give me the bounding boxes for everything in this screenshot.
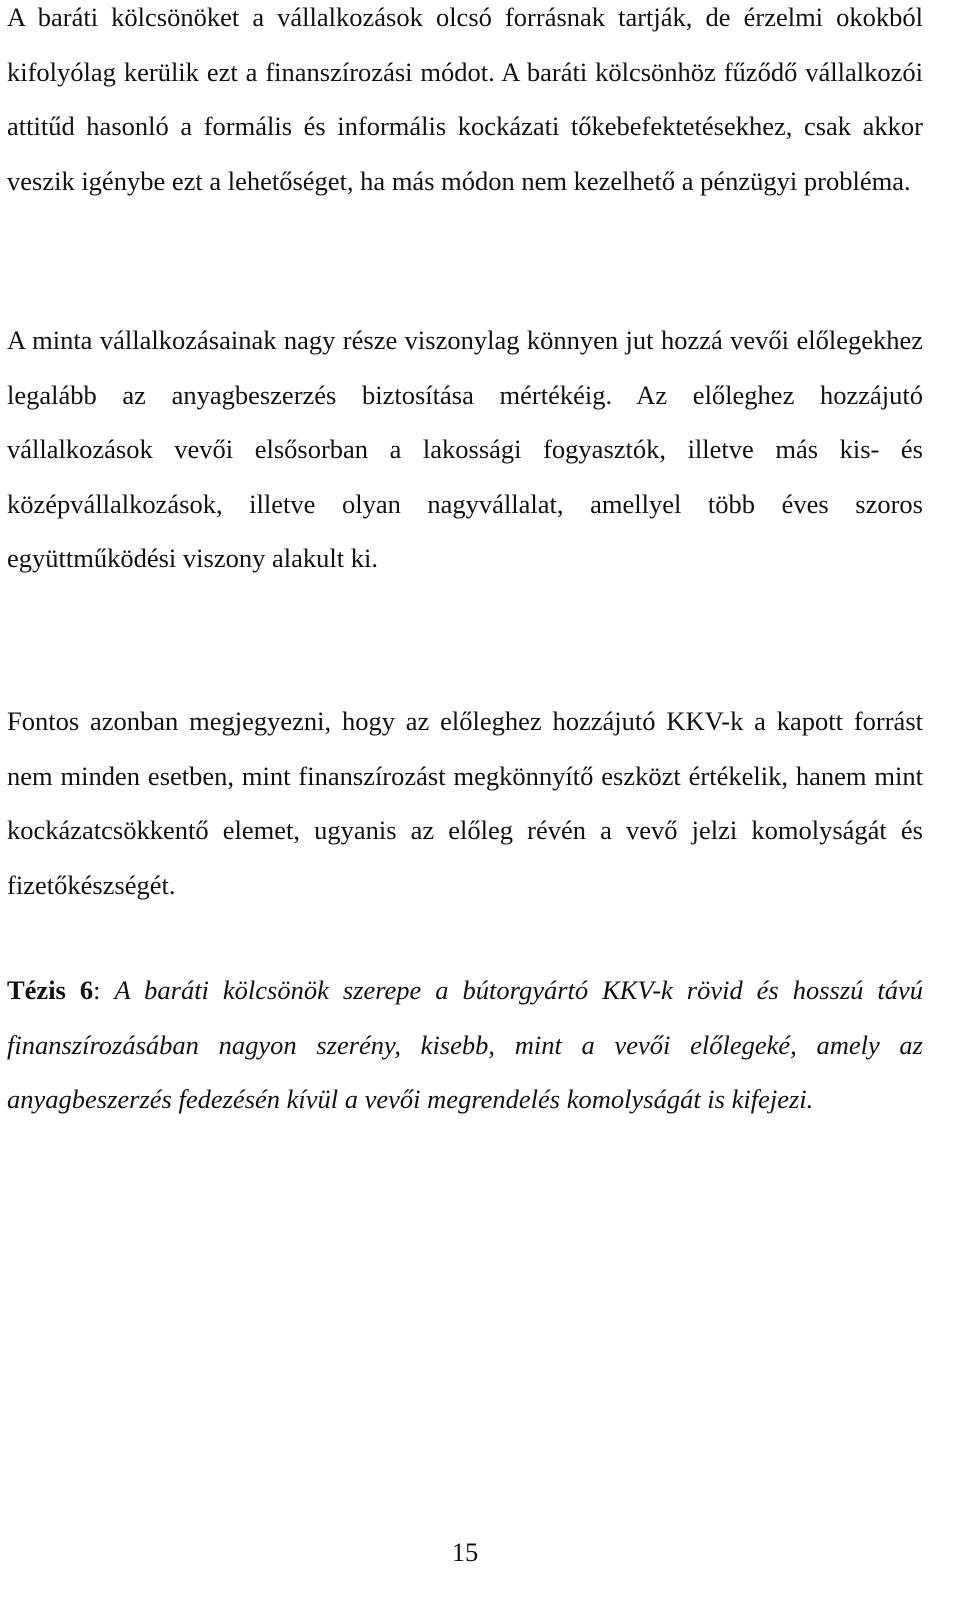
thesis-label: Tézis 6	[7, 975, 94, 1005]
thesis-paragraph	[7, 963, 923, 1127]
thesis-text: A baráti kölcsönök szerepe a bútorgyártó KKV-k rövid és hosszú távú finanszírozásában nagyon szerény, kisebb, mint a vevői előlegeké, amely az anyagbeszerzés fedezésén kívül a vevői megrendelés komolyságát is kifejezi.	[7, 975, 923, 1115]
paragraph-customer-advances: A minta vállalkozásainak nagy része viszonylag könnyen jut hozzá vevői előlegekhez legalább az anyagbeszerzés biztosítása mértékéig. Az előleghez hozzájutó vállalkozások vevői elsősorban a lakossági fogyasztók, illetve más kis- és középvállalkozások, illetve olyan nagyvállalat, amellyel több éves szoros együttműködési viszony alakult ki.	[7, 325, 923, 574]
paragraph-risk-reduction: Fontos azonban megjegyezni, hogy az előleghez hozzájutó KKV-k a kapott forrást nem minden esetben, mint finanszírozást megkönnyítő eszközt értékelik, hanem mint kockázatcsökkentő elemet, ugyanis az előleg révén a vevő jelzi komolyságát és fizetőkészségét.	[7, 706, 923, 900]
thesis-separator: :	[93, 975, 115, 1005]
paragraph-friendly-loans: A baráti kölcsönöket a vállalkozások olcsó forrásnak tartják, de érzelmi okokból kifolyólag kerülik ezt a finanszírozási módot. A baráti kölcsönhöz fűződő vállalkozói attitűd hasonló a formális és informális kockázati tőkebefektetésekhez, csak akkor veszik igénybe ezt a lehetőséget, ha más módon nem kezelhető a pénzügyi probléma.	[7, 2, 923, 196]
page-number: 15	[451, 1537, 479, 1567]
